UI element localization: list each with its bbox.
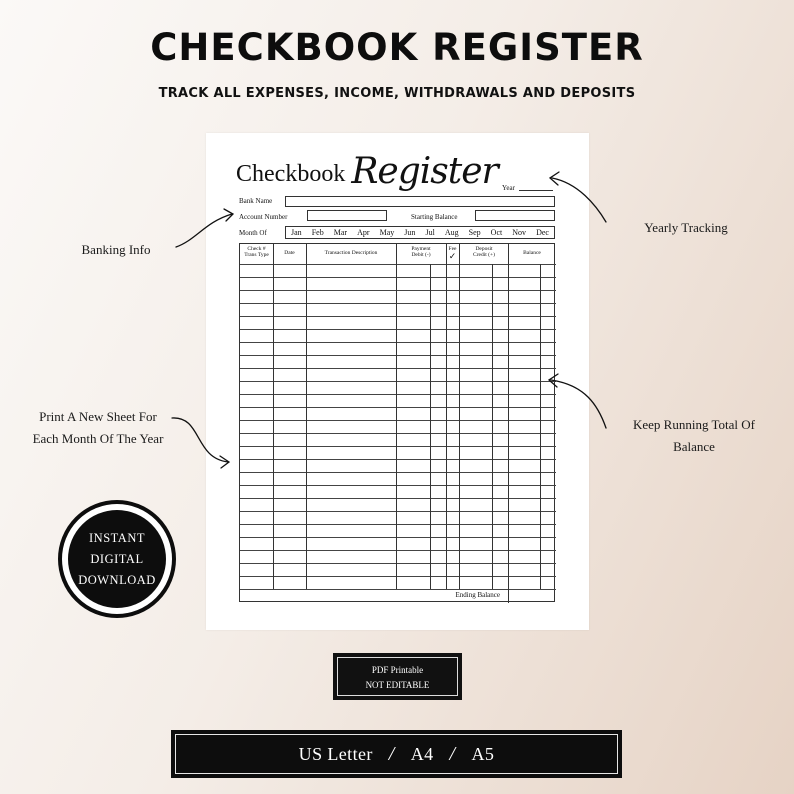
column-header-payment bbox=[396, 246, 446, 258]
pdf-printable-line2: NOT EDITABLE bbox=[365, 680, 430, 690]
size-separator: / bbox=[449, 742, 456, 765]
starting-balance-label: Starting Balance bbox=[411, 213, 458, 221]
column-header-fee-label: Fee bbox=[448, 246, 457, 252]
annotation-new-sheet bbox=[18, 406, 178, 450]
column-header-deposit-line2: Credit (+) bbox=[473, 252, 495, 258]
account-number-field bbox=[307, 210, 387, 221]
ending-balance-divider bbox=[508, 589, 509, 603]
month-sep: Sep bbox=[468, 228, 481, 237]
column-header-date: Date bbox=[284, 250, 295, 256]
column-header-description: Transaction Description bbox=[324, 250, 378, 256]
table-column-line bbox=[540, 264, 541, 589]
column-header-deposit-line1: Deposit bbox=[475, 246, 493, 252]
year-line bbox=[519, 190, 553, 191]
sheet-title-plain: Checkbook bbox=[236, 161, 346, 187]
page-title: CHECKBOOK REGISTER bbox=[150, 26, 644, 69]
starting-balance-field bbox=[475, 210, 555, 221]
sheet-title-script: Register bbox=[351, 151, 498, 192]
table-column-line bbox=[459, 244, 460, 589]
month-mar: Mar bbox=[333, 228, 348, 237]
bank-name-label: Bank Name bbox=[239, 197, 273, 205]
month-strip bbox=[285, 226, 555, 239]
bank-name-field bbox=[285, 196, 555, 207]
month-feb: Feb bbox=[311, 228, 324, 237]
column-header-balance: Balance bbox=[523, 250, 541, 256]
annotation-new-sheet-line2: Each Month Of The Year bbox=[32, 431, 164, 446]
size-us-letter: US Letter bbox=[298, 743, 373, 764]
annotation-yearly-tracking: Yearly Tracking bbox=[644, 220, 728, 235]
column-header-deposit bbox=[459, 246, 509, 258]
column-header-check bbox=[240, 246, 273, 258]
badge-line3: DOWNLOAD bbox=[78, 572, 156, 587]
size-a5: A5 bbox=[471, 743, 495, 764]
table-column-line bbox=[508, 244, 509, 589]
month-oct: Oct bbox=[490, 228, 503, 237]
month-jul: Jul bbox=[425, 228, 435, 237]
page-size-frame bbox=[175, 734, 618, 774]
badge-line2: DIGITAL bbox=[90, 551, 144, 566]
size-separator: / bbox=[388, 742, 395, 765]
table-column-line bbox=[396, 244, 397, 589]
table-column-line bbox=[306, 244, 307, 589]
pdf-printable-line1: PDF Printable bbox=[371, 665, 424, 675]
annotation-running-total-line1: Keep Running Total Of bbox=[633, 417, 755, 432]
annotation-running-total-line2: Balance bbox=[673, 439, 715, 454]
page-size-banner bbox=[171, 730, 622, 778]
register-sheet-preview bbox=[206, 133, 589, 630]
ending-balance-label: Ending Balance bbox=[455, 591, 500, 599]
month-may: May bbox=[379, 228, 395, 237]
table-column-line bbox=[273, 244, 274, 589]
month-aug: Aug bbox=[444, 228, 459, 237]
instant-download-badge bbox=[58, 500, 176, 618]
checkmark-icon: ✓ bbox=[448, 251, 457, 261]
pdf-printable-frame bbox=[337, 657, 458, 696]
column-header-payment-line2: Debit (-) bbox=[411, 252, 431, 258]
month-of-label: Month Of bbox=[239, 229, 267, 237]
column-header-payment-line1: Payment bbox=[411, 246, 431, 252]
month-jan: Jan bbox=[291, 228, 302, 237]
month-dec: Dec bbox=[536, 228, 549, 237]
month-jun: Jun bbox=[404, 228, 416, 237]
annotation-new-sheet-line1: Print A New Sheet For bbox=[39, 409, 157, 424]
badge-line1: INSTANT bbox=[89, 530, 145, 545]
sheet-title bbox=[236, 149, 498, 190]
table-column-line bbox=[492, 264, 493, 589]
column-header-check-line1: Check # bbox=[247, 246, 266, 252]
year-label: Year bbox=[502, 184, 515, 192]
annotation-running-total bbox=[612, 414, 776, 458]
page-subtitle: TRACK ALL EXPENSES, INCOME, WITHDRAWALS AND DEPOSITS bbox=[158, 86, 636, 101]
table-column-line bbox=[446, 244, 447, 589]
annotation-banking-info: Banking Info bbox=[81, 242, 151, 257]
account-number-label: Account Number bbox=[239, 213, 288, 221]
badge-disc bbox=[68, 510, 166, 608]
size-a4: A4 bbox=[410, 743, 434, 764]
column-header-fee bbox=[446, 246, 459, 261]
table-column-line bbox=[430, 264, 431, 589]
month-apr: Apr bbox=[357, 228, 370, 237]
register-table bbox=[239, 243, 555, 602]
month-nov: Nov bbox=[512, 228, 527, 237]
column-header-check-line2: Trans Type bbox=[244, 252, 269, 258]
pdf-printable-label bbox=[333, 653, 462, 700]
